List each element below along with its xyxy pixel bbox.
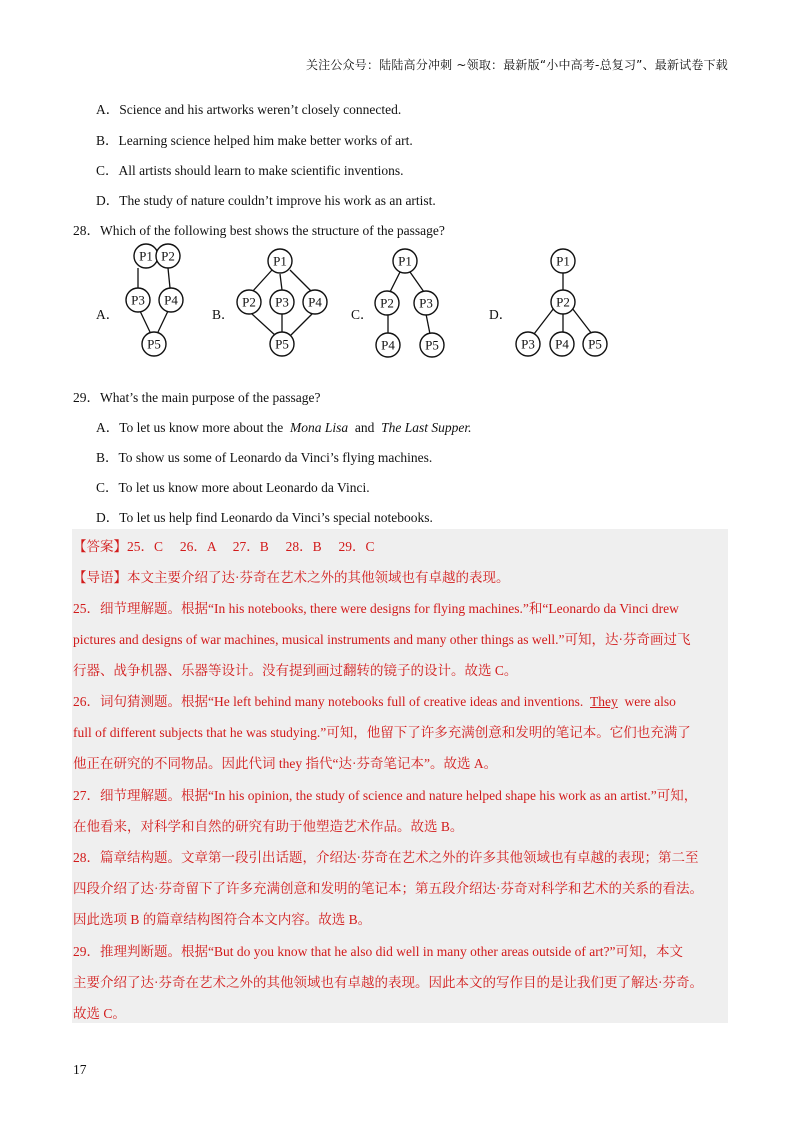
explanation-25-line2: pictures and designs of war machines, musical instruments and many other things as well.”可知，达·芬奇画过飞	[73, 632, 691, 647]
q28-stem: 28．Which of the following best shows the structure of the passage?	[73, 223, 445, 238]
node-label: P2	[161, 248, 175, 264]
node-label: P4	[308, 294, 322, 310]
explanation-27-line2: 在他看来，对科学和自然的研究有助于他塑造艺术作品。故选 B。	[73, 819, 464, 834]
node-label: P2	[242, 294, 256, 310]
diagram-c-label: C．	[351, 307, 374, 322]
q27-option-b: B．Learning science helped him make better works of art.	[96, 133, 413, 148]
diagram-d-label: D．	[489, 307, 513, 322]
q29-option-d: D．To let us help find Leonardo da Vinci’s special notebooks.	[96, 510, 433, 525]
node-label: P1	[139, 248, 153, 264]
node-label: P5	[275, 336, 289, 352]
explanation-26-line2: full of different subjects that he was studying.”可知，他留下了许多充满创意和发明的笔记本。它们也充满了	[73, 725, 691, 740]
q29-stem: 29．What’s the main purpose of the passage?	[73, 390, 321, 405]
q27-option-d: D．The study of nature couldn’t improve his work as an artist.	[96, 193, 436, 208]
node-label: P1	[273, 253, 287, 269]
explanation-26-line3: 他正在研究的不同物品。因此代词 they 指代“达·芬奇笔记本”。故选 A。	[73, 756, 498, 771]
q29-option-c: C．To let us know more about Leonardo da Vinci.	[96, 480, 370, 495]
structure-diagram-d	[510, 246, 615, 361]
node-label: P1	[398, 253, 412, 269]
answer-key: 【答案】25．C 26．A 27．B 28．B 29．C	[73, 539, 375, 554]
structure-diagram-c	[368, 246, 458, 361]
q29-option-b: B．To show us some of Leonardo da Vinci’s flying machines.	[96, 450, 433, 465]
explanation-28-line2: 四段介绍了达·芬奇留下了许多充满创意和发明的笔记本；第五段介绍达·芬奇对科学和艺术的关系的看法。	[73, 881, 703, 896]
diagram-a-label: A．	[96, 307, 120, 322]
node-label: P5	[147, 336, 161, 352]
diagram-b-label: B．	[212, 307, 235, 322]
node-label: P2	[380, 295, 394, 311]
node-label: P3	[275, 294, 289, 310]
q29-option-a: A．To let us know more about the Mona Lisa and The Last Supper.	[96, 420, 472, 435]
structure-diagram-a	[118, 240, 198, 365]
node-label: P4	[164, 292, 178, 308]
node-label: P3	[521, 336, 535, 352]
explanation-26-line1: 26．词句猜测题。根据“He left behind many notebooks full of creative ideas and inventions. They were also	[73, 694, 676, 709]
q27-option-a: A．Science and his artworks weren’t closely connected.	[96, 102, 402, 117]
node-label: P4	[381, 337, 395, 353]
node-label: P4	[555, 336, 569, 352]
explanation-28-line3: 因此选项 B 的篇章结构图符合本文内容。故选 B。	[73, 912, 372, 927]
explanation-29-line3: 故选 C。	[73, 1006, 126, 1021]
explanation-25-line3: 行器、战争机器、乐器等设计。没有提到画过翻转的镜子的设计。故选 C。	[73, 663, 518, 678]
explanation-29-line2: 主要介绍了达·芬奇在艺术之外的其他领域也有卓越的表现。因此本文的写作目的是让我们更了解达·芬奇。	[73, 975, 703, 990]
q27-option-c: C．All artists should learn to make scientific inventions.	[96, 163, 404, 178]
page-number: 17	[73, 1062, 87, 1077]
explanation-28-line1: 28．篇章结构题。文章第一段引出话题，介绍达·芬奇在艺术之外的许多其他领域也有卓越的表现；第二至	[73, 850, 699, 865]
explanation-29-line1: 29．推理判断题。根据“But do you know that he also did well in many other areas outside of art?”可知，本文	[73, 944, 684, 959]
node-label: P5	[425, 337, 439, 353]
explanation-25-line1: 25．细节理解题。根据“In his notebooks, there were designs for flying machines.”和“Leonardo da Vinci drew	[73, 601, 679, 616]
structure-diagram-b	[232, 246, 332, 361]
node-label: P2	[556, 294, 570, 310]
node-label: P1	[556, 253, 570, 269]
node-label: P3	[419, 295, 433, 311]
node-label: P5	[588, 336, 602, 352]
page-header: 关注公众号：陆陆高分冲刺 ~领取：最新版“小中高考-总复习”、最新试卷下载	[305, 58, 728, 72]
explanation-27-line1: 27．细节理解题。根据“In his opinion, the study of science and nature helped shape his work as an artist.”可知，	[73, 788, 698, 803]
guide-text: 【导语】本文主要介绍了达·芬奇在艺术之外的其他领域也有卓越的表现。	[73, 570, 510, 585]
node-label: P3	[131, 292, 145, 308]
